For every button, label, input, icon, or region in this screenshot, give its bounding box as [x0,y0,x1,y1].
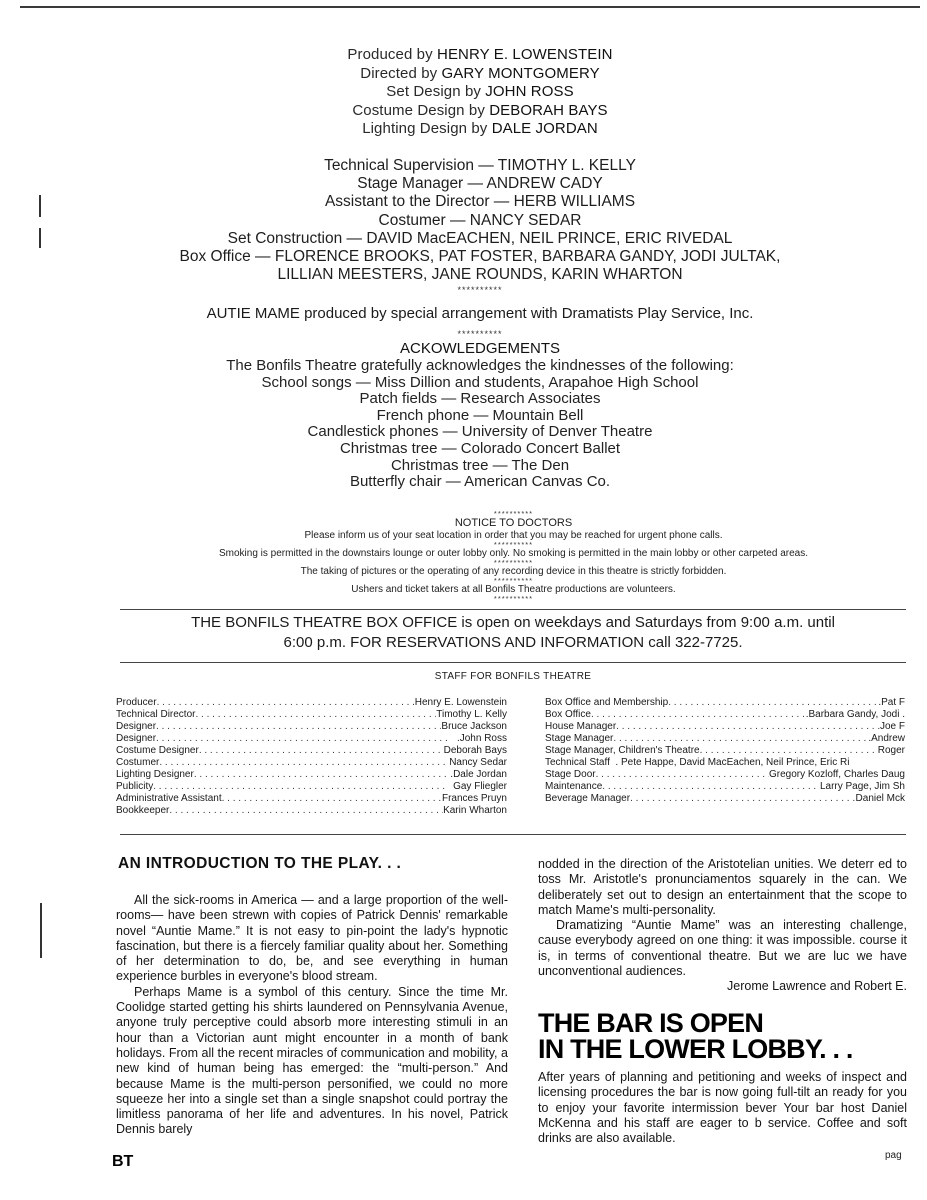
staff-title: STAFF FOR BONFILS THEATRE [434,671,592,682]
notice-title: NOTICE TO DOCTORS [454,517,573,529]
notice-line: The taking of pictures or the operating of any recording device in this theatre is strictly forbidden. [300,566,727,577]
divider [120,834,906,835]
separator: ********** [493,558,534,567]
tech-line: Set Construction — DAVID MacEACHEN, NEIL PRINCE, ERIC RIVEDAL [227,229,733,247]
ack-item: Christmas tree — The Den [390,456,570,474]
bar-text: After years of planning and petitioning and weeks of inspect and licensing procedures the bar is now going full-tilt an ready for you to enjoy your favorite intermission bever Your bar host Daniel McKenna and his staff are eager to b service. Coffee and soft drinks are also available. [538,1070,907,1146]
staff-row: Box Office and Membership . . . .Pat F [545,697,905,709]
margin-mark [39,195,41,217]
top-rule [20,6,920,8]
separator: ********** [493,576,534,585]
separator: ********** [457,329,503,339]
staff-row: Publicity . . . Gay Fliegler [116,781,507,793]
acknowledgements-intro: The Bonfils Theatre gratefully acknowledges the kindnesses of the following: [226,357,734,374]
introduction-column-left [116,893,508,1138]
introduction-heading: AN INTRODUCTION TO THE PLAY. . . [118,855,402,872]
margin-mark [39,228,41,248]
bar-heading-line: IN THE LOWER LOBBY. . . [538,1034,853,1064]
ack-item: Patch fields — Research Associates [359,390,601,408]
staff-list-right [545,697,905,805]
staff-row: Administrative Assistant . . . Frances Pruyn [116,793,507,805]
signature: Jerome Lawrence and Robert E. [727,979,907,994]
credit-line: Costume Design by DEBORAH BAYS [352,101,608,119]
production-credits [100,46,860,139]
staff-row: Designer . . . .John Ross [116,733,507,745]
acknowledgements-title: ACKOWLEDGEMENTS [399,340,561,357]
notices [100,510,927,602]
staff-row: Stage Manager . . . .Andrew [545,733,905,745]
ack-item: Christmas tree — Colorado Concert Ballet [339,439,621,457]
staff-row: Bookkeeper . . . Karin Wharton [116,805,507,817]
staff-row: Technical Staff . Pete Happe, David MacEachen, Neil Prince, Eric Ri [545,757,850,768]
box-office-info [120,613,906,653]
staff-row: Producer . . . Henry E. Lowenstein [116,697,507,709]
ack-item: Butterfly chair — American Canvas Co. [349,473,611,491]
tech-line: LILLIAN MEESTERS, JANE ROUNDS, KARIN WHARTON [277,266,683,284]
staff-row: Box Office . . . .Barbara Gandy, Jodi . [545,709,905,721]
separator: ********** [493,594,534,603]
divider [120,609,906,610]
tech-line: Technical Supervision — TIMOTHY L. KELLY [324,157,636,174]
staff-list-left [116,697,507,817]
ack-item: Candlestick phones — University of Denver Theatre [307,423,653,441]
paragraph: All the sick-rooms in America — and a large proportion of the well-rooms— have been strewn with copies of Patrick Dennis' remarkable novel “Auntie Mame.” It is not easy to pin-point the lady's hypnotic fascination, but there is a fiercely familiar quality about her. Something of her determination to do, be, and see everything in human experience burbles in everyone's blood stream. [116,893,508,984]
tech-line: Stage Manager — ANDREW CADY [357,175,603,193]
tech-line: Costumer — NANCY SEDAR [378,211,582,229]
tech-line: Assistant to the Director — HERB WILLIAMS [324,193,636,211]
box-office-line: THE BONFILS THEATRE BOX OFFICE is open on weekdays and Saturdays from 9:00 a.m. until [191,614,835,631]
notice-line: Please inform us of your seat location in order that you may be reached for urgent phone calls. [304,530,723,541]
notice-line: Ushers and ticket takers at all Bonfils Theatre productions are volunteers. [351,584,676,595]
technical-credits [100,157,860,296]
paragraph: nodded in the direction of the Aristotelian unities. We deterr ed to toss Mr. Aristotle's pronunciamentos squarely in the can. We deliberately set out to design an entertainment that the scope to match Mame's multi-personality. [538,857,907,917]
paragraph: Perhaps Mame is a symbol of this century. Since the time Mr. Coolidge started getting his shirts laundered on Pennsylvania Avenue, anyone truly perceptive could absorb more interesting stimuli in an hour than a Victorian aunt might encounter in a month of bank holidays. From all the recent miracles of communication and mobility, a new kind of human being has emerged: the “multi-person.” And because Mame is the multi-person personified, we could no more squeeze her into a single set than a single snapshot could portray the limitless panorama of her life and adventures. In his novel, Patrick Dennis barely [116,984,508,1137]
bar-heading-line: THE BAR IS OPEN [538,1008,764,1038]
margin-mark [40,903,42,958]
staff-row: Lighting Designer . . . .Dale Jordan [116,769,507,781]
paragraph: Dramatizing “Auntie Mame” was an interesting challenge, cause everybody agreed on one thing: it was impossible. course it is, in terms of conventional theatre. But we are luc we have unconventional audiences. [538,918,907,979]
arrangement-note: AUTIE MAME produced by special arrangement with Dramatists Play Service, Inc. [206,305,754,322]
ack-item: School songs — Miss Dillion and students, Arapahoe High School [261,373,699,391]
credit-line: Directed by GARY MONTGOMERY [360,64,600,82]
separator: ********** [493,509,534,518]
staff-row: Maintenance . . . Larry Page, Jim Sh [545,781,905,793]
publication-mark: BT [112,1153,134,1170]
staff-row: Beverage Manager . . . Daniel Mck [545,793,905,805]
bar-heading [538,1010,918,1062]
staff-row: Costumer . . . Nancy Sedar [116,757,507,769]
staff-row: Technical Director . . . Timothy L. Kelly [116,709,507,721]
credit-line: Produced by HENRY E. LOWENSTEIN [347,46,613,63]
separator: ********** [493,540,534,549]
staff-row: Stage Manager, Children's Theatre . . . Roger [545,745,905,757]
introduction-column-right [538,857,907,995]
separator: ********** [457,285,503,296]
staff-row: House Manager . . . Joe F [545,721,905,733]
tech-line: Box Office — FLORENCE BROOKS, PAT FOSTER, BARBARA GANDY, JODI JULTAK, [179,248,781,266]
ack-item: French phone — Mountain Bell [376,406,584,424]
credit-line: Lighting Design by DALE JORDAN [362,120,598,138]
staff-row: Stage Door . . . Gregory Kozloff, Charles Daug [545,769,905,781]
page-label: pag [885,1150,902,1161]
divider [120,662,906,663]
acknowledgements [100,328,860,491]
credit-line: Set Design by JOHN ROSS [386,83,574,101]
staff-row: Costume Designer . . . Deborah Bays [116,745,507,757]
staff-row: Designer . . . Bruce Jackson [116,721,507,733]
notice-line: Smoking is permitted in the downstairs lounge or outer lobby only. No smoking is permitted in the main lobby or other carpeted areas. [218,548,808,559]
box-office-line: 6:00 p.m. FOR RESERVATIONS AND INFORMATION call 322-7725. [283,634,743,651]
